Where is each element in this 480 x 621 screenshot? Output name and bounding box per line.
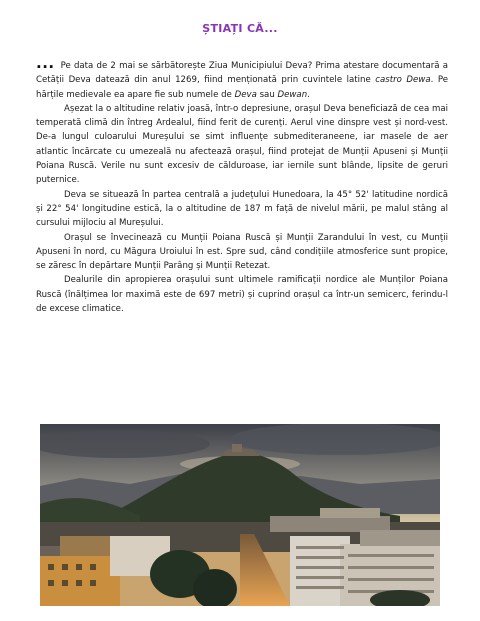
paragraph-1-text-3: sau	[256, 89, 278, 100]
deva-city-panorama-image	[40, 424, 440, 606]
paragraph-1-text-2: . Pe hărțile medievale ea apare fie sub numele de	[36, 75, 449, 100]
page-title: ȘTIAȚI CĂ...	[202, 22, 278, 35]
paragraph-4: Orașul se învecinează cu Munții Poiana Ruscă și Munții Zarandului în vest, cu Munții Apuseni în nord, cu Măgura Uroiului în est. Spre sud, când condițiile atmosferice sunt propice, se zăresc în depărtare Munții Parâng și Munții Retezat.	[36, 232, 448, 272]
paragraph-1-end: .	[307, 89, 310, 100]
lead-marker: ...	[36, 54, 55, 72]
city-photo	[40, 424, 440, 606]
article-body	[36, 54, 449, 316]
paragraph-5: Dealurile din apropierea orașului sunt ultimele ramificații nordice ale Munților Poiana Ruscă (înălțimea lor maximă este de 697 metri) și cuprind orașul ca într-un semicerc, ferindu-l de excese climatice.	[36, 275, 448, 315]
paragraph-3: Deva se situează în partea centrală a județului Hunedoara, la 45° 52' latitudine nordică și 22° 54' longitudine estică, la o altitudine de 187 m față de nivelul mării, pe malul stâng al cursului mijlociu al Mureșului.	[36, 189, 448, 229]
medieval-name-deva: Deva	[234, 89, 257, 100]
paragraph-1-text: Pe data de 2 mai se sărbătorește Ziua Municipiului Deva? Prima atestare documentară a Cetății Deva datează din anul 1269, fiind menționată prin cuvintele latine	[36, 61, 448, 86]
latin-term: castro Dewa	[375, 75, 431, 86]
medieval-name-dewan: Dewan	[277, 89, 308, 100]
paragraph-1	[36, 54, 449, 102]
paragraph-2: Așezat la o altitudine relativ joasă, într-o depresiune, orașul Deva beneficiază de cea mai temperată climă din întreg Ardealul, fiind ferit de curenți. Aerul vine dinspre vest și nord-vest. De-a lungul culoarului Mureșului se simt influențe submediteraneene, iar masele de aer atlantic încărcate cu umezeală nu afectează orașul, fiind protejat de Munții Apuseni și Munții Poiana Ruscă. Verile nu sunt excesiv de călduroase, iar iernile sunt blânde, lipsite de geruri puternice.	[36, 103, 448, 186]
